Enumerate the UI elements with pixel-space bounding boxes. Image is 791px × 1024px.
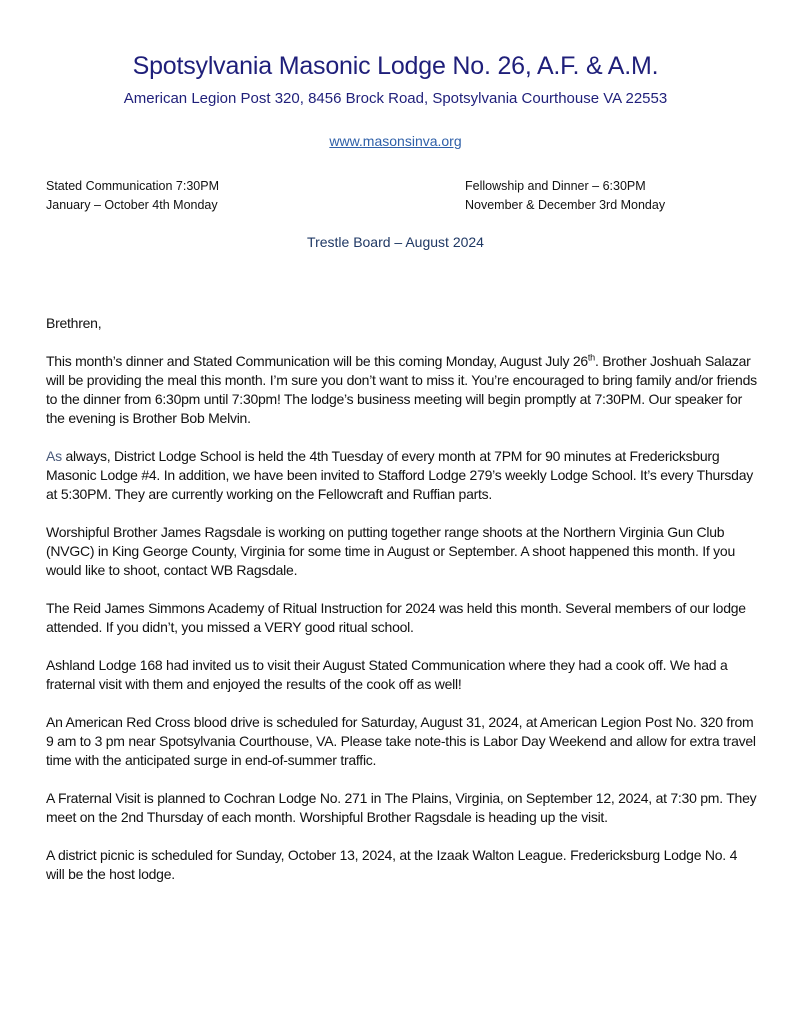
paragraph-range-shoots: Worshipful Brother James Ragsdale is working on putting together range shoots at the Northern Virginia Gun Club (NVGC) in King George County, Virginia for some time in August or September. A shoot happened this month. If you would like to shoot, contact WB Ragsdale.	[46, 524, 735, 578]
letter-body	[46, 314, 758, 903]
stated-communication-schedule	[46, 177, 219, 215]
paragraph-district-picnic: A district picnic is scheduled for Sunday, October 13, 2024, at the Izaak Walton League. Fredericksburg Lodge No. 4 will be the host lodge.	[46, 847, 738, 882]
fellowship-dinner-time: Fellowship and Dinner – 6:30PM	[465, 179, 646, 193]
paragraph-blood-drive: An American Red Cross blood drive is scheduled for Saturday, August 31, 2024, at American Legion Post No. 320 from 9 am to 3 pm near Spotsylvania Courthouse, VA. Please take note-this is Labor Day Weekend and allow for extra travel time with the anticipated surge in end-of-summer traffic.	[46, 714, 756, 768]
website-link[interactable]: www.masonsinva.org	[329, 133, 462, 149]
paragraph-fraternal-visit: A Fraternal Visit is planned to Cochran Lodge No. 271 in The Plains, Virginia, on September 12, 2024, at 7:30 pm. They meet on the 2nd Thursday of each month. Worshipful Brother Ragsdale is heading up the visit.	[46, 790, 757, 825]
lodge-address: American Legion Post 320, 8456 Brock Road, Spotsylvania Courthouse VA 22553	[123, 90, 668, 107]
salutation: Brethren,	[46, 315, 102, 331]
website-line	[0, 133, 791, 149]
paragraph-dinner: This month’s dinner and Stated Communication will be this coming Monday, August July 26th. Brother Joshuah Salazar will be providing the meal this month. I’m sure you don’t want to miss it. You’re encouraged to bring family and/or friends to the dinner from 6:30pm until 7:30pm! The lodge’s business meeting will begin promptly at 7:30PM. Our speaker for the evening is Brother Bob Melvin.	[46, 352, 757, 426]
stated-communication-time: Stated Communication 7:30PM	[46, 179, 220, 193]
paragraph-lodge-school: As always, District Lodge School is held the 4th Tuesday of every month at 7PM for 90 minutes at Fredericksburg Masonic Lodge #4. In addition, we have been invited to Stafford Lodge 279’s weekly Lodge School. It’s every Thursday at 5:30PM. They are currently working on the Fellowcraft and Ruffian parts.	[46, 448, 754, 502]
fellowship-dinner-schedule	[465, 177, 665, 215]
lodge-title: Spotsylvania Masonic Lodge No. 26, A.F. & A.M.	[132, 52, 659, 80]
trestle-board-heading: Trestle Board – August 2024	[307, 234, 484, 250]
fellowship-dinner-days: November & December 3rd Monday	[465, 198, 666, 212]
paragraph-ashland-visit: Ashland Lodge 168 had invited us to visit their August Stated Communication where they had a cook off. We had a fraternal visit with them and enjoyed the results of the cook off as well!	[46, 657, 728, 692]
paragraph-ritual-academy: The Reid James Simmons Academy of Ritual Instruction for 2024 was held this month. Several members of our lodge attended. If you didn’t, you missed a VERY good ritual school.	[46, 600, 746, 635]
stated-communication-days: January – October 4th Monday	[46, 198, 218, 212]
